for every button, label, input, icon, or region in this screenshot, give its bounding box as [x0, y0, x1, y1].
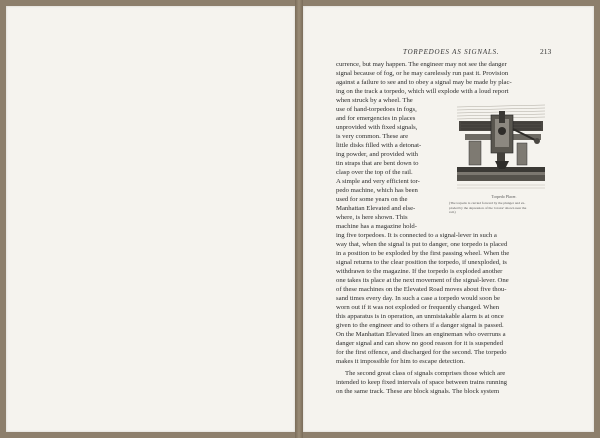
text-line: little disks filled with a detonat- — [336, 142, 422, 149]
text-line: The second great class of signals comprises those which are — [345, 370, 506, 377]
text-line: given to the engineer and to others if a danger signal is passed. — [336, 322, 504, 329]
text-line: intended to keep fixed intervals of space between trains running — [336, 379, 508, 386]
text-line: currence, but may happen. The engineer may not see the danger — [336, 61, 507, 68]
text-line: one takes its place at the next movement of the signal-lever. One — [336, 277, 509, 284]
text-line: for the first offence, and discharged for the second. The torpedo — [336, 349, 507, 356]
text-line: ing powder, and provided with — [336, 151, 419, 158]
text-line: way that, when the signal is put to danger, one torpedo is placed — [336, 241, 508, 248]
running-head — [303, 48, 594, 58]
text-line: unprovided with fixed signals, — [336, 124, 418, 131]
text-line: Manhattan Elevated and else- — [336, 205, 416, 212]
text-line: ing five torpedoes. It is connected to a signal-lever in such a — [336, 232, 497, 239]
blank-left-page — [6, 6, 295, 432]
text-line: this apparatus is in operation, an unmistakable alarm is at once — [336, 313, 504, 320]
running-head-title: TORPEDOES AS SIGNALS. — [403, 48, 500, 56]
text-line: makes it impossible for him to escape detection. — [336, 358, 465, 365]
text-line: use of hand-torpedoes in fogs, — [336, 106, 417, 113]
text-line: in a position to be exploded by the first passing wheel. When the — [336, 250, 510, 257]
text-line: of these machines on the Elevated Road moves about five thou- — [336, 286, 507, 293]
text-line: machine has a magazine hold- — [336, 223, 417, 230]
right-page — [303, 6, 594, 432]
text-line: where, is here shown. This — [336, 214, 408, 221]
text-line: pedo machine, which has been — [336, 187, 418, 194]
text-line: sand times every day. In such a case a torpedo would soon be — [336, 295, 500, 302]
text-line: against a failure to see and to obey a signal may be made by plac- — [336, 79, 512, 86]
text-line: A simple and very efficient tor- — [336, 178, 420, 185]
page-number: 213 — [540, 47, 552, 56]
figure-note-line: (The torpedo is carried forward by the plunger and ex- — [449, 201, 526, 205]
book-gutter — [295, 0, 303, 438]
text-line: and for emergencies in places — [336, 115, 416, 122]
figure-note-line: rail.) — [449, 210, 456, 215]
text-line: danger signal and can show no good reason for it is suspended — [336, 340, 503, 347]
text-line: used for some years on the — [336, 196, 408, 203]
text-line: clasp over the top of the rail. — [336, 169, 413, 176]
torpedo-placer-figure — [449, 101, 559, 219]
text-line: withdrawn to the magazine. If the torpedo is exploded another — [336, 268, 503, 275]
figure-caption: Torpedo Placer. — [491, 194, 517, 199]
text-line: when struck by a wheel. The — [336, 97, 413, 104]
text-line: worn out if it was not exploded or frequently changed. When — [336, 304, 500, 311]
torpedo-placer-illustration — [455, 101, 547, 193]
text-line: ing on the track a torpedo, which will explode with a loud report — [336, 88, 509, 95]
figure-note — [449, 201, 559, 215]
text-line: on the same track. These are block signals. The block system — [336, 388, 500, 395]
text-line: On the Manhattan Elevated lines an engineman who overruns a — [336, 331, 506, 338]
text-line: signal returns to the clear position the torpedo, if unexploded, is — [336, 259, 507, 266]
text-line: is very common. These are — [336, 133, 409, 140]
figure-note-line: ploded by the depression of the 'rotator' shown near the — [449, 205, 527, 210]
text-line: signal because of fog, or he may carelessly run past it. Provision — [336, 70, 509, 77]
text-line: tin straps that are bent down to — [336, 160, 419, 167]
